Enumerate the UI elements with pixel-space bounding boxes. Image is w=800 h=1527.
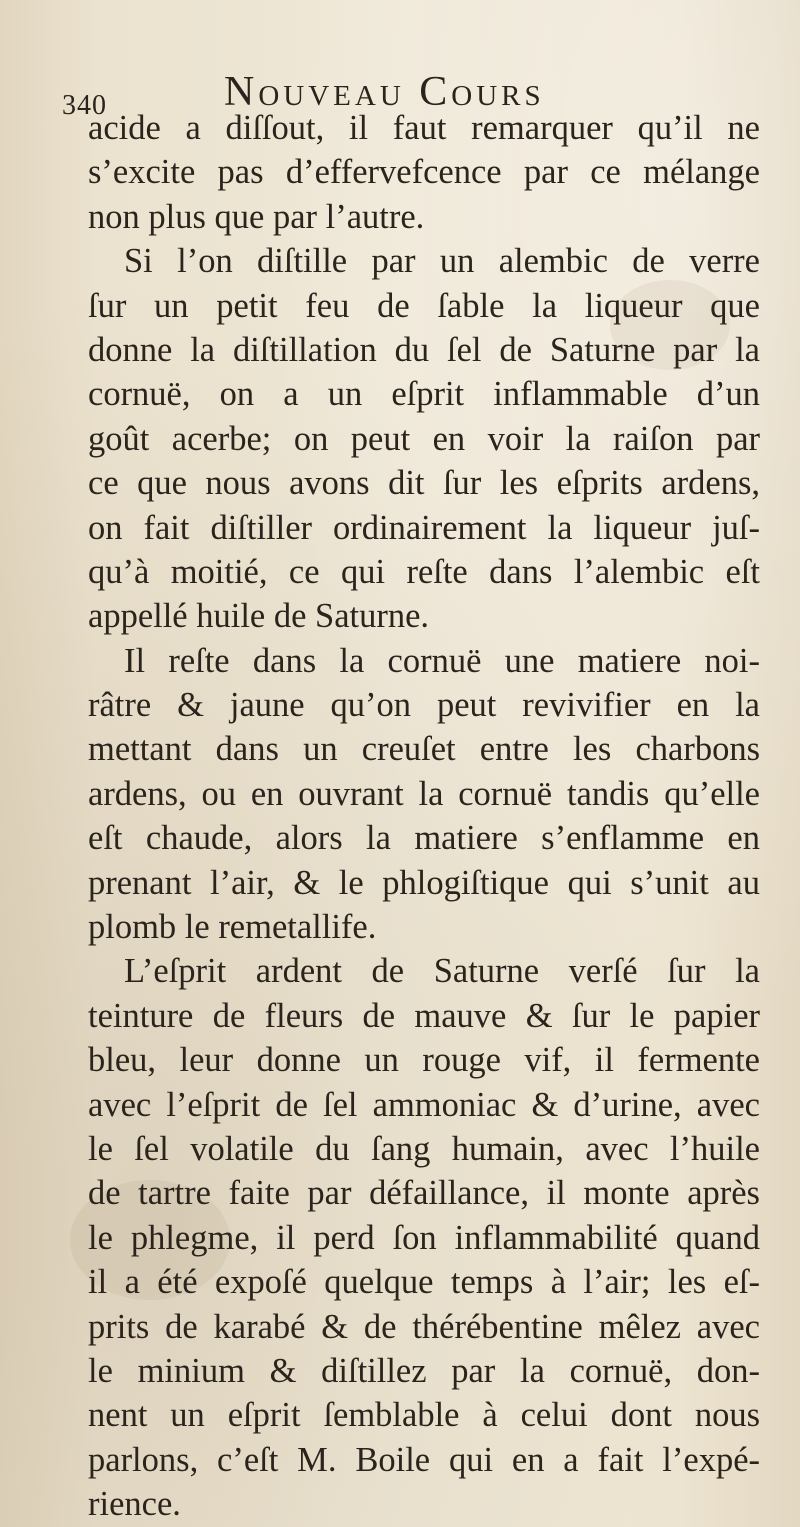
text-line: nent un eſprit ſemblable à celui dont nous (88, 1396, 760, 1435)
text-line: acide a diſſout, il faut remarquer qu’il ne (88, 109, 760, 147)
text-line: de tartre faite par défaillance, il monte après (88, 1174, 760, 1213)
text-line: il a été expoſé quelque temps à l’air; les eſ- (88, 1263, 760, 1302)
text-line: eſt chaude, alors la matiere s’enflamme en (88, 819, 760, 858)
text-line: ce que nous avons dit ſur les eſprits ardens, (88, 464, 760, 503)
body-text (88, 106, 760, 1527)
text-line: le ſel volatile du ſang humain, avec l’huile (88, 1129, 760, 1168)
text-line: ſur un petit feu de ſable la liqueur que (88, 286, 760, 325)
text-line: le phlegme, il perd ſon inflammabilité quand (88, 1218, 760, 1257)
text-line: rience. (88, 1485, 181, 1524)
running-head: Nouveau Cours (224, 69, 545, 115)
text-line: donne la diſtillation du ſel de Saturne par la (88, 330, 760, 369)
text-line: cornuë, on a un eſprit inflammable d’un (88, 375, 760, 414)
text-line: s’excite pas d’effervefcence par ce mélange (88, 153, 760, 192)
text-line: Si l’on diſtille par un alembic de verre (124, 242, 760, 281)
text-line: goût acerbe; on peut en voir la raiſon par (88, 419, 760, 458)
text-line: appellé huile de Saturne. (88, 597, 430, 636)
text-line: Il reſte dans la cornuë une matiere noi- (124, 641, 760, 680)
page-number: 340 (62, 90, 107, 121)
text-line: parlons, c’eſt M. Boile qui en a fait l’expé- (88, 1440, 760, 1479)
text-line: le minium & diſtillez par la cornuë, don- (88, 1351, 760, 1390)
text-line: râtre & jaune qu’on peut revivifier en la (88, 686, 760, 725)
text-line: prenant l’air, & le phlogiſtique qui s’unit au (88, 863, 760, 902)
text-line: plomb le remetallife. (88, 908, 377, 947)
text-line: prits de karabé & de thérébentine mêlez avec (88, 1307, 760, 1346)
text-line: avec l’eſprit de ſel ammoniac & d’urine, avec (88, 1085, 760, 1124)
text-line: teinture de fleurs de mauve & ſur le papier (88, 996, 760, 1035)
text-line: bleu, leur donne un rouge vif, il fermente (88, 1041, 760, 1080)
text-line: on fait diſtiller ordinairement la liqueur juſ- (88, 508, 760, 547)
text-line: mettant dans un creuſet entre les charbons (88, 730, 760, 769)
text-line: non plus que par l’autre. (88, 197, 425, 236)
text-line: ardens, ou en ouvrant la cornuë tandis qu’elle (88, 774, 760, 813)
text-line: qu’à moitié, ce qui reſte dans l’alembic eſt (88, 552, 760, 591)
text-line: L’eſprit ardent de Saturne verſé ſur la (124, 952, 760, 991)
